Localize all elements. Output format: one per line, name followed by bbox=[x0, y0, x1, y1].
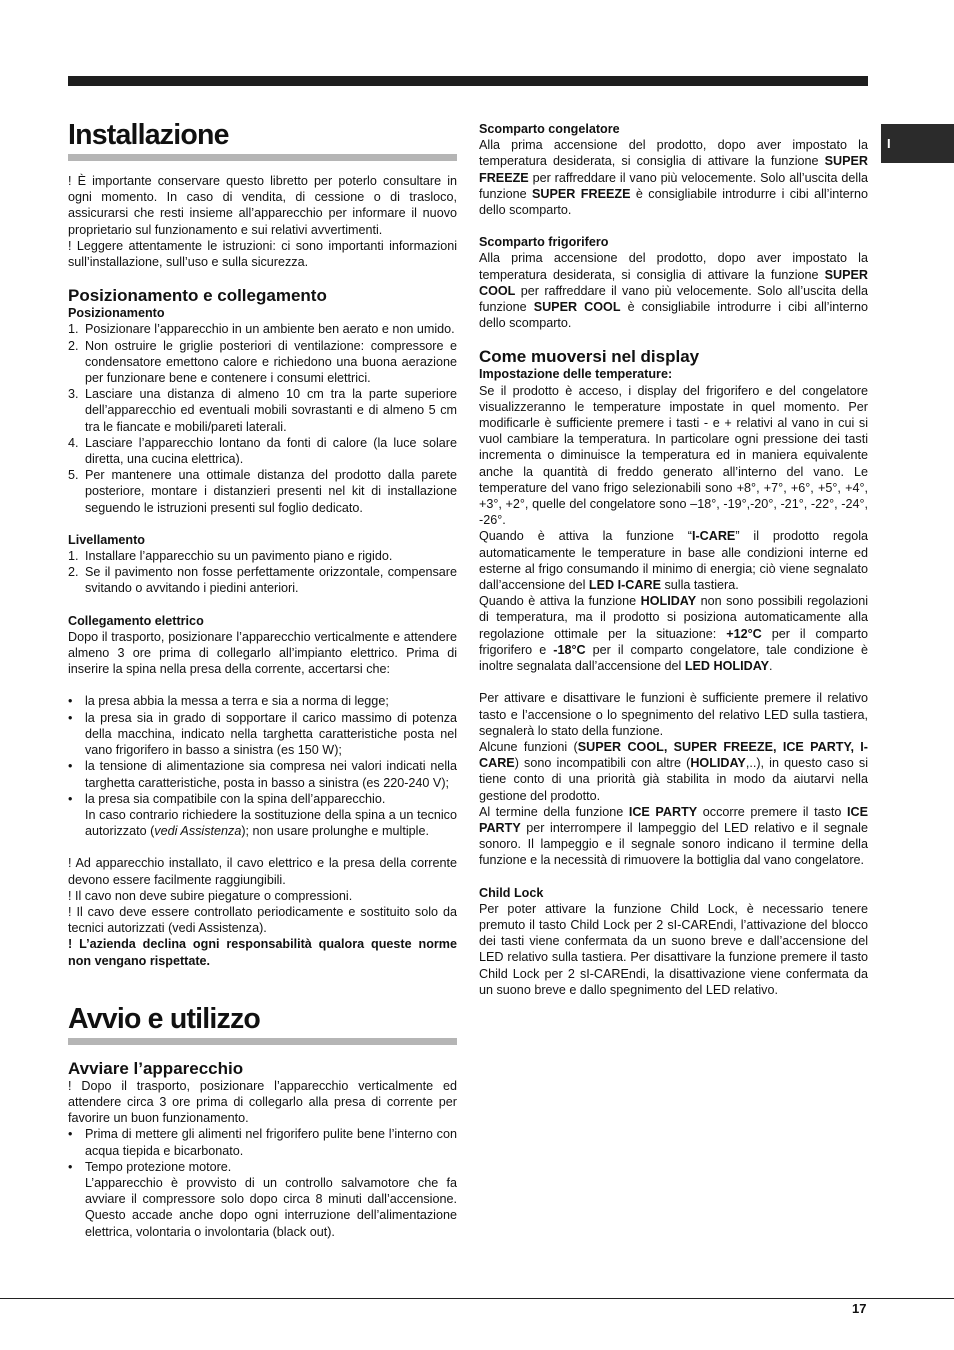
list-item: 2. Se il pavimento non fosse perfettamente orizzontale, compensare svitando o avvitando i piedini anteriori. bbox=[68, 565, 457, 596]
intro-paragraph-2: ! Leggere attentamente le istruzioni: ci sono importanti informazioni sull’installazione, sull’uso e sulla sicurezza. bbox=[68, 238, 457, 270]
congelatore-paragraph: Alla prima accensione del prodotto, dopo aver impostato la temperatura desiderata, si consiglia di attivare la funzione SUPER FREEZE per raffreddare il vano più velocemente. Solo all’uscita della funzione SUPER FREEZE è consigliabile introdurre i cibi all’interno dello scomparto. bbox=[479, 138, 868, 218]
list-item: • la presa sia in grado di sopportare il carico massimo di potenza della macchina, indicato nella targhetta caratteristiche posta nel vano frigorifero in basso a sinistra (es 150 W); bbox=[68, 710, 457, 758]
collegamento-paragraph: Dopo il trasporto, posizionare l’apparecchio verticalmente e attendere almeno 3 ore prima di collegarlo all’impianto elettrico. Prima di inserire la spina nella presa della corrente, accertarsi che: bbox=[68, 629, 457, 677]
list-item: • la presa sia compatibile con la spina dell’apparecchio. bbox=[68, 791, 386, 806]
list-item: • la presa abbia la messa a terra e sia a norma di legge; bbox=[68, 694, 389, 709]
impostazione-paragraph: Se il prodotto è acceso, i display del frigorifero e del congelatore visualizzeranno le temperature impostate in quel momento. Per modificarle è sufficiente premere i tasti - e + relativi al vano in cui si vuol cambiare la temperatura. In particolare ogni pressione dei tasti incrementa o diminuisce la temperatura ed in maniera equivalente anche la quantità di freddo generato all’interno del vano. Le temperature del vano frigo selezionabili sono +8°, +7°, +6°, +5°, +4°, +3°, +2°, quelle del congelatore sono –18°, -19°,-20°, -21°, -22°, -24°, -26°. bbox=[479, 383, 868, 528]
warning-2: ! Il cavo non deve subire piegature o compressioni. bbox=[68, 888, 353, 903]
avvio-paragraph: ! Dopo il trasporto, posizionare l’apparecchio verticalmente ed attendere circa 3 ore prima di collegarlo alla presa di corrente per favorire un buon funzionamento. bbox=[68, 1078, 457, 1126]
list-item: • Prima di mettere gli alimenti nel frigorifero pulite bene l’interno con acqua tiepida e bicarbonato. bbox=[68, 1127, 457, 1158]
warning-3: ! Il cavo deve essere controllato periodicamente e sostituito solo da tecnici autorizzati (vedi Assistenza). bbox=[68, 904, 457, 936]
avviare-apparecchio-title: Avviare l’apparecchio bbox=[68, 1058, 244, 1078]
congelatore-subtitle: Scomparto congelatore bbox=[479, 122, 620, 136]
posizionamento-collegamento-title: Posizionamento e collegamento bbox=[68, 286, 327, 306]
livellamento-list bbox=[68, 548, 457, 597]
list-item: 1. Posizionare l’apparecchio in un ambiente ben aerato e non umido. bbox=[68, 322, 455, 337]
livellamento-subtitle: Livellamento bbox=[68, 532, 145, 547]
collegamento-extra: In caso contrario richiedere la sostituzione della spina a un tecnico autorizzato (vedi Assistenza); non usare prolunghe e multiple. bbox=[85, 807, 457, 839]
intro-paragraph-1: ! È importante conservare questo libretto per poterlo consultare in ogni momento. In caso di vendita, di cessione o di trasloco, assicurarsi che resti insieme all’apparecchio per informare il nuovo proprietario sul funzionamento e sui relativi avvertimenti. bbox=[68, 174, 457, 237]
impostazione-subtitle: Impostazione delle temperature: bbox=[479, 367, 673, 382]
list-item: 5. Per mantenere una ottimale distanza del prodotto dalla parete posteriore, montare i distanzieri presenti nel kit di installazione seguendo le istruzioni presenti sul foglio dedicato. bbox=[68, 468, 457, 515]
frigorifero-paragraph: Alla prima accensione del prodotto, dopo aver impostato la temperatura desiderata, si consiglia di attivare la funzione SUPER COOL per raffreddare il vano più velocemente. Solo all’uscita della funzione SUPER COOL è consigliabile introdurre i cibi all’interno dello scomparto. bbox=[479, 251, 868, 331]
warning-4: ! L’azienda declina ogni responsabilità qualora queste norme non vengano rispettate. bbox=[68, 937, 457, 968]
left-column bbox=[68, 118, 457, 1240]
ice-party-paragraph: Al termine della funzione ICE PARTY occorre premere il tasto ICE PARTY per interrompere il lampeggio del LED relativo e il segnale sonoro. Il lampeggio e il segnale sonoro indicano il termine della funzione e la necessità di rimuovere la bottiglia dal vano congelatore. bbox=[479, 804, 868, 868]
child-lock-paragraph: Per poter attivare la funzione Child Lock, è necessario tenere premuto il tasto Child Lock per 2 sI-CAREndi, l’attivazione del blocco dei tasti viene confermata da un suono breve e dall’accensione del LED relativo sulla tastiera. Per disattivare la funzione premere il tasto Child Lock per 2 sI-CAREndi, la disattivazione viene confermata da un suono breve e dallo spegnimento del LED relativo. bbox=[479, 901, 868, 997]
avvio-title: Avvio e utilizzo bbox=[68, 1002, 261, 1035]
installazione-title: Installazione bbox=[68, 119, 229, 151]
warning-1: ! Ad apparecchio installato, il cavo elettrico e la presa della corrente devono essere facilmente raggiungibili. bbox=[68, 856, 457, 887]
language-tab: I bbox=[881, 124, 954, 163]
page-number: 17 bbox=[852, 1301, 867, 1316]
installazione-heading-wrap bbox=[68, 118, 457, 161]
incompatible-paragraph: Alcune funzioni (SUPER COOL, SUPER FREEZE, ICE PARTY, I-CARE) sono incompatibili con altre (HOLIDAY,..), in questo caso si tiene conto di una priorità già stabilita in modo da aiutarvi nella gestione del prodotto. bbox=[479, 739, 869, 803]
motor-protection-paragraph: L’apparecchio è provvisto di un controllo salvamotore che fa avviare il compressore solo dopo circa 8 minuti dall’accensione. Questo accade anche dopo ogni interruzione dell’alimentazione elettrica, volontaria o involontaria (black out). bbox=[85, 1175, 457, 1239]
top-rule bbox=[68, 76, 868, 86]
avvio-heading-wrap bbox=[68, 1002, 457, 1045]
posizionamento-list bbox=[68, 321, 457, 515]
activation-paragraph: Per attivare e disattivare le funzioni è sufficiente premere il relativo tasto e l’accensione o lo spegnimento del relativo LED sulla tastiera, segnalerà lo stato della funzione. bbox=[479, 691, 868, 738]
frigorifero-subtitle: Scomparto frigorifero bbox=[479, 235, 609, 250]
icare-paragraph: Quando è attiva la funzione “I-CARE” il prodotto regola automaticamente le temperature in base alle condizioni interne ed esterne al frigo consumando il minimo di energia; ciò viene segnalato dall’accensione del LED I-CARE sulla tastiera. bbox=[479, 529, 868, 593]
collegamento-subtitle: Collegamento elettrico bbox=[68, 613, 204, 628]
vedi-assistenza-ref: vedi Assistenza bbox=[154, 824, 242, 839]
list-item: • Tempo protezione motore. bbox=[68, 1159, 232, 1174]
holiday-paragraph: Quando è attiva la funzione HOLIDAY non sono possibili regolazioni di temperatura, ma il prodotto si posiziona automaticamente alla regolazione ottimale per la situazione: +12°C per il comparto frigorifero e -18°C per il comparto congelatore, tale condizione è inoltre segnalata dall’accensione del LED HOLIDAY. bbox=[479, 594, 869, 674]
right-column bbox=[479, 121, 868, 998]
list-item: 2. Non ostruire le griglie posteriori di ventilazione: compressore e condensatore emettono calore e richiedono una buona aerazione per funzionare bene e contenere i consumi elettrici. bbox=[68, 338, 457, 386]
display-title: Come muoversi nel display bbox=[479, 347, 700, 367]
list-item: 3. Lasciare una distanza di almeno 10 cm tra la parte superiore dell’apparecchio ed eventuali mobili sovrastanti e di almeno 5 cm tra le fiancate e mobili/pareti laterali. bbox=[68, 387, 457, 434]
avvio-list bbox=[68, 1126, 457, 1175]
footer-rule bbox=[0, 1298, 954, 1299]
list-item: • la tensione di alimentazione sia compresa nei valori indicati nella targhetta caratteristiche, posta in basso a sinistra (es 220-240 V); bbox=[68, 759, 457, 790]
child-lock-subtitle: Child Lock bbox=[479, 885, 544, 900]
collegamento-list bbox=[68, 693, 457, 806]
posizionamento-subtitle: Posizionamento bbox=[68, 306, 165, 321]
list-item: 4. Lasciare l’apparecchio lontano da fonti di calore (la luce solare diretta, una cucina elettrica). bbox=[68, 435, 457, 467]
list-item: 1. Installare l’apparecchio su un pavimento piano e rigido. bbox=[68, 549, 393, 564]
